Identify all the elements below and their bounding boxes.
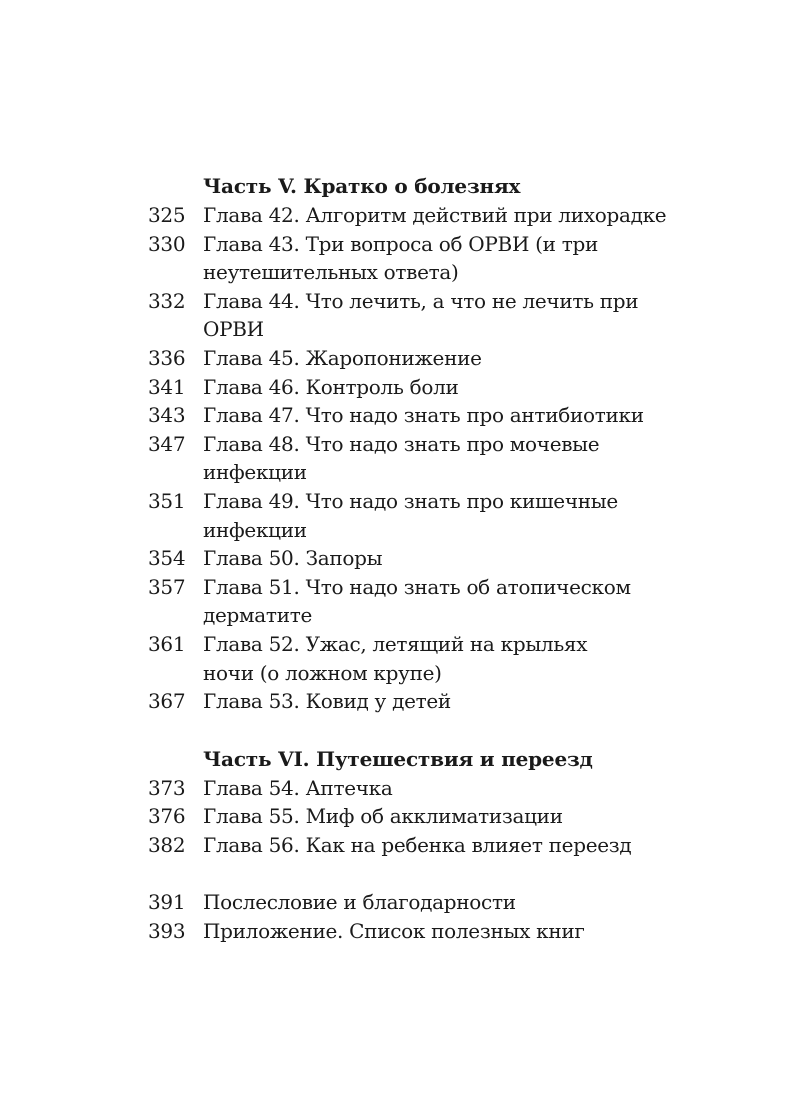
chapter-title: Глава 56. Как на ребенка влияет переезд [203, 832, 632, 857]
page-number: 332 [148, 288, 186, 313]
chapter-title: Глава 50. Запоры [203, 546, 383, 571]
chapter-title: Глава 46. Контроль боли [203, 374, 459, 399]
toc-entry [0, 430, 800, 487]
chapter-title: Послесловие и благодарности [203, 890, 516, 915]
page-number: 354 [148, 546, 186, 571]
chapter-title: Глава 43. Три вопроса об ОРВИ (и три неутешительных ответа) [203, 231, 599, 285]
page-number: 391 [148, 890, 186, 915]
page-number: 393 [148, 919, 186, 944]
toc-entry [0, 487, 800, 544]
chapter-title: Глава 44. Что лечить, а что не лечить при ОРВИ [203, 288, 639, 342]
toc-entry [0, 573, 800, 630]
chapter-title: Глава 55. Миф об акклиматизации [203, 804, 563, 829]
page-number: 373 [148, 775, 186, 800]
toc-entry [0, 287, 800, 344]
chapter-title: Глава 53. Ковид у детей [203, 689, 451, 714]
section-spacer [0, 859, 800, 888]
toc-entry [0, 774, 800, 803]
page-number: 376 [148, 804, 186, 829]
toc-entry [0, 888, 800, 917]
page-number: 330 [148, 231, 186, 256]
page-number: 341 [148, 374, 186, 399]
chapter-title: Глава 48. Что надо знать про мочевые инфекции [203, 431, 600, 485]
toc-entry [0, 802, 800, 831]
toc-entry [0, 373, 800, 402]
chapter-title: Глава 51. Что надо знать об атопическом дерматите [203, 574, 631, 628]
toc-entry [0, 917, 800, 946]
page-number: 336 [148, 345, 186, 370]
toc-entry [0, 230, 800, 287]
chapter-title: Глава 49. Что надо знать про кишечные инфекции [203, 488, 618, 542]
page-number: 343 [148, 403, 186, 428]
page-number: 357 [148, 574, 186, 599]
part-heading: Часть VI. Путешествия и переезд [203, 746, 593, 771]
toc-entry [0, 544, 800, 573]
chapter-title: Глава 47. Что надо знать про антибиотики [203, 403, 644, 428]
page-number: 382 [148, 832, 186, 857]
toc-entry [0, 630, 800, 687]
table-of-contents [0, 172, 800, 946]
chapter-title: Глава 54. Аптечка [203, 775, 393, 800]
chapter-title: Глава 52. Ужас, летящий на крыльях ночи (о ложном крупе) [203, 631, 588, 685]
page-number: 361 [148, 631, 186, 656]
toc-entry [0, 344, 800, 373]
page-number: 351 [148, 488, 186, 513]
page-number: 347 [148, 431, 186, 456]
chapter-title: Глава 45. Жаропонижение [203, 345, 482, 370]
chapter-title: Глава 42. Алгоритм действий при лихорадке [203, 203, 667, 227]
chapter-title: Приложение. Список полезных книг [203, 919, 585, 944]
part-heading: Часть V. Кратко о болезнях [203, 174, 521, 198]
toc-entry [0, 201, 800, 230]
section-spacer [0, 716, 800, 745]
toc-entry [0, 401, 800, 430]
toc-entry [0, 831, 800, 860]
toc-entry [0, 687, 800, 716]
page-number: 367 [148, 689, 186, 714]
page-number: 325 [148, 203, 186, 227]
